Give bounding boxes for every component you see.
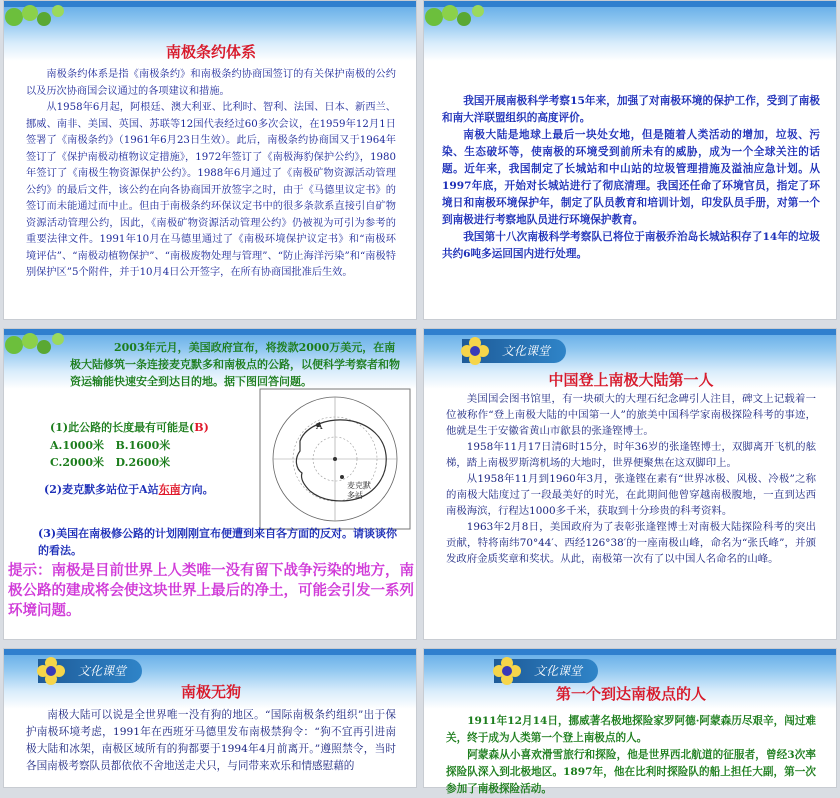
paragraph: 1911年12月14日，挪威著名极地探险家罗阿德·阿蒙森历尽艰辛，闯过难关，终于成为人类第一个登上南极点的人。 xyxy=(446,715,816,744)
paragraph: 美国国会图书馆里，有一块硕大的大理石纪念碑引人注目，碑文上记载着一位被称作“登上南极大陆的中国第一人”的旅美中国科学家南极探险科考的事迹，他就是生于安徽省黄山市歙县的张逢铿博士。 xyxy=(446,393,816,437)
culture-banner: 文化课堂 xyxy=(462,339,566,363)
option-d: D.2600米 xyxy=(115,456,171,469)
options-row-2 xyxy=(50,454,250,471)
slide-title: 南极无狗 xyxy=(180,683,241,701)
slide-title: 中国登上南极大陆第一人 xyxy=(548,371,714,389)
slide-first-south-pole xyxy=(423,648,837,795)
slide-antarctic-treaty xyxy=(3,0,417,320)
option-b: B.1600米 xyxy=(115,439,171,452)
paragraph: 南极大陆可以说是全世界唯一没有狗的地区。“国际南极条约组织”出于保护南极环境考虑，1991年在西班牙马德里发布南极禁狗令：“狗不宜再引进南极大陆和冰架，南极区域所有的狗都要于1994年4月前离开。”遵照禁令，当时各国南极考察队员都依依不舍地送走犬只，与同带来欢乐和情感慰藉的 xyxy=(26,709,396,772)
slide-first-chinese xyxy=(423,328,837,640)
question-2 xyxy=(44,481,264,498)
question-2-text: (2)麦克默多站位于A站 xyxy=(44,483,159,496)
option-c: C.2000米 xyxy=(50,456,105,469)
culture-banner: 文化课堂 xyxy=(494,659,598,683)
hint-text: 提示：南极是目前世界上人类唯一没有留下战争污染的地方，南极公路的建成将会使这块世界上最后的净土，可能会引发一系列环境问题。 xyxy=(8,562,414,619)
leaves-decoration-icon xyxy=(424,5,504,45)
leaves-decoration-icon xyxy=(4,5,84,45)
slide-body xyxy=(442,93,820,263)
slide-road-question xyxy=(3,328,417,640)
question-intro: 2003年元月，美国政府宣布，将拨款2000万美元，在南极大陆修筑一条连接麦克默多和南极点的公路，以便科学考察者和物资运输能快速安全到达目的地。据下图回答问题。 xyxy=(70,341,400,388)
paragraph: 从1958年6月起，阿根廷、澳大利亚、比利时、智利、法国、日本、新西兰、挪威、南非、美国、英国、苏联等12国代表经过60多次会议，在1959年12月1日签署了《南极条约》（1961年6月23日生效）。此后，南极条约协商国又于1964年签订了《保护南极动植物议定措施》，1972年签订了《南极海豹保护公约》，1980年签订了《南极生物资源保护公约》。1988年6月通过了《南极矿物资源活动管理公约》的最后文件，该公约在向各协商国开放签字之时，由于《马德里议定书》的签订而未能通过而中止。但由于南极条约环保议定书中的很多条款系直接引自矿物资源活动管理公约，因此，《南极矿物资源活动管理公约》仍被视为可引为参考的重要法律文件。1991年10月在马德里通过了《南极环境保护议定书》和“南极环境评估”、“南极动植物保护”、“南极废物处理与管理”、“防止海洋污染”和“南极特别保护区”5个附件，并于10月4日公开签字，在所有协商国批准后生效。 xyxy=(26,102,396,278)
options-row-1 xyxy=(50,437,250,454)
paragraph: 1958年11月17日清6时15分，时年36岁的张逢铿博士，双脚离开飞机的舷梯，踏上南极罗斯湾机场的大地时，世界便聚焦在这双脚印上。 xyxy=(446,441,816,469)
slide-title: 第一个到达南极点的人 xyxy=(555,685,706,703)
antarctica-map xyxy=(260,389,410,529)
slide-top-bar xyxy=(424,649,836,655)
culture-banner: 文化课堂 xyxy=(38,659,142,683)
question-1-text: (1)此公路的长度最有可能是( xyxy=(50,421,195,434)
paragraph: 南极条约体系是指《南极条约》和南极条约协商国签订的有关保护南极的公约以及历次协商国会议通过的各项建议和措施。 xyxy=(26,69,396,97)
paragraph: 从1958年11月到1960年3月，张逢铿在素有“世界冰极、风极、冷极”之称的南极大陆度过了一段最美好的时光，在此期间他曾穿越南极腹地，一直到达西南极海滨，行程达1000多千米，获取到十分珍贵的科考资料。 xyxy=(446,473,816,517)
question-1-close: ) xyxy=(203,421,209,434)
question-3: (3)美国在南极修公路的计划刚刚宣布便遭到来自各方面的反对。请谈谈你的看法。 xyxy=(38,527,398,557)
paragraph: 我国开展南极科学考察15年来，加强了对南极环境的保护工作，受到了南极和南大洋联盟组织的高度评价。 xyxy=(442,95,820,124)
slide-body xyxy=(446,391,816,567)
map-label-a: A xyxy=(316,422,323,432)
question-1 xyxy=(50,419,260,436)
paragraph: 南极大陆是地球上最后一块处女地，但是随着人类活动的增加，垃圾、污染、生态破坏等，使南极的环境受到前所未有的威胁，成为一个全球关注的话题。近年来，我国制定了长城站和中山站的垃圾管理措施及溢油应急计划。从1997年底，开始对长城站进行了彻底清理。我国还任命了环境官员，指定了环境日和南极环境保护年，制定了队员教育和培训计划，印发队员手册，对第一个到南极进行考察地队员进行环境保护教育。 xyxy=(442,129,820,226)
slide-body xyxy=(446,713,816,798)
option-a: A.1000米 xyxy=(50,439,104,452)
slide-body xyxy=(26,707,396,775)
map-label-mcmurdo: 麦克默多站 xyxy=(347,481,371,500)
slide-body xyxy=(26,67,396,282)
paragraph: 我国第十八次南极科学考察队已将位于南极乔治岛长城站积存了14年的垃圾共约6吨多运回国内进行处理。 xyxy=(442,231,820,260)
slide-title: 南极条约体系 xyxy=(165,43,256,61)
question-2-answer: 东南 xyxy=(158,483,181,496)
slide-no-dogs xyxy=(3,648,417,788)
flower-icon xyxy=(458,335,492,367)
question-1-answer: B xyxy=(194,421,204,434)
paragraph: 1963年2月8日，美国政府为了表彰张逢铿博士对南极大陆探险科考的突出贡献，特将南纬70°44′、西经126°38′的一座南极山峰，命名为“张氏峰”，并颁发政府金质奖章和奖状。从此，南极第一次有了以中国人名命名的山峰。 xyxy=(446,521,816,565)
slide-china-protection xyxy=(423,0,837,320)
question-2-suffix: 方向。 xyxy=(180,483,214,496)
paragraph: 阿蒙森从小喜欢滑雪旅行和探险，他是世界西北航道的征服者，曾经3次率探险队深入到北极地区。1897年，他在比利时探险队的船上担任大副，第一次参加了南极探险活动。 xyxy=(446,749,816,795)
